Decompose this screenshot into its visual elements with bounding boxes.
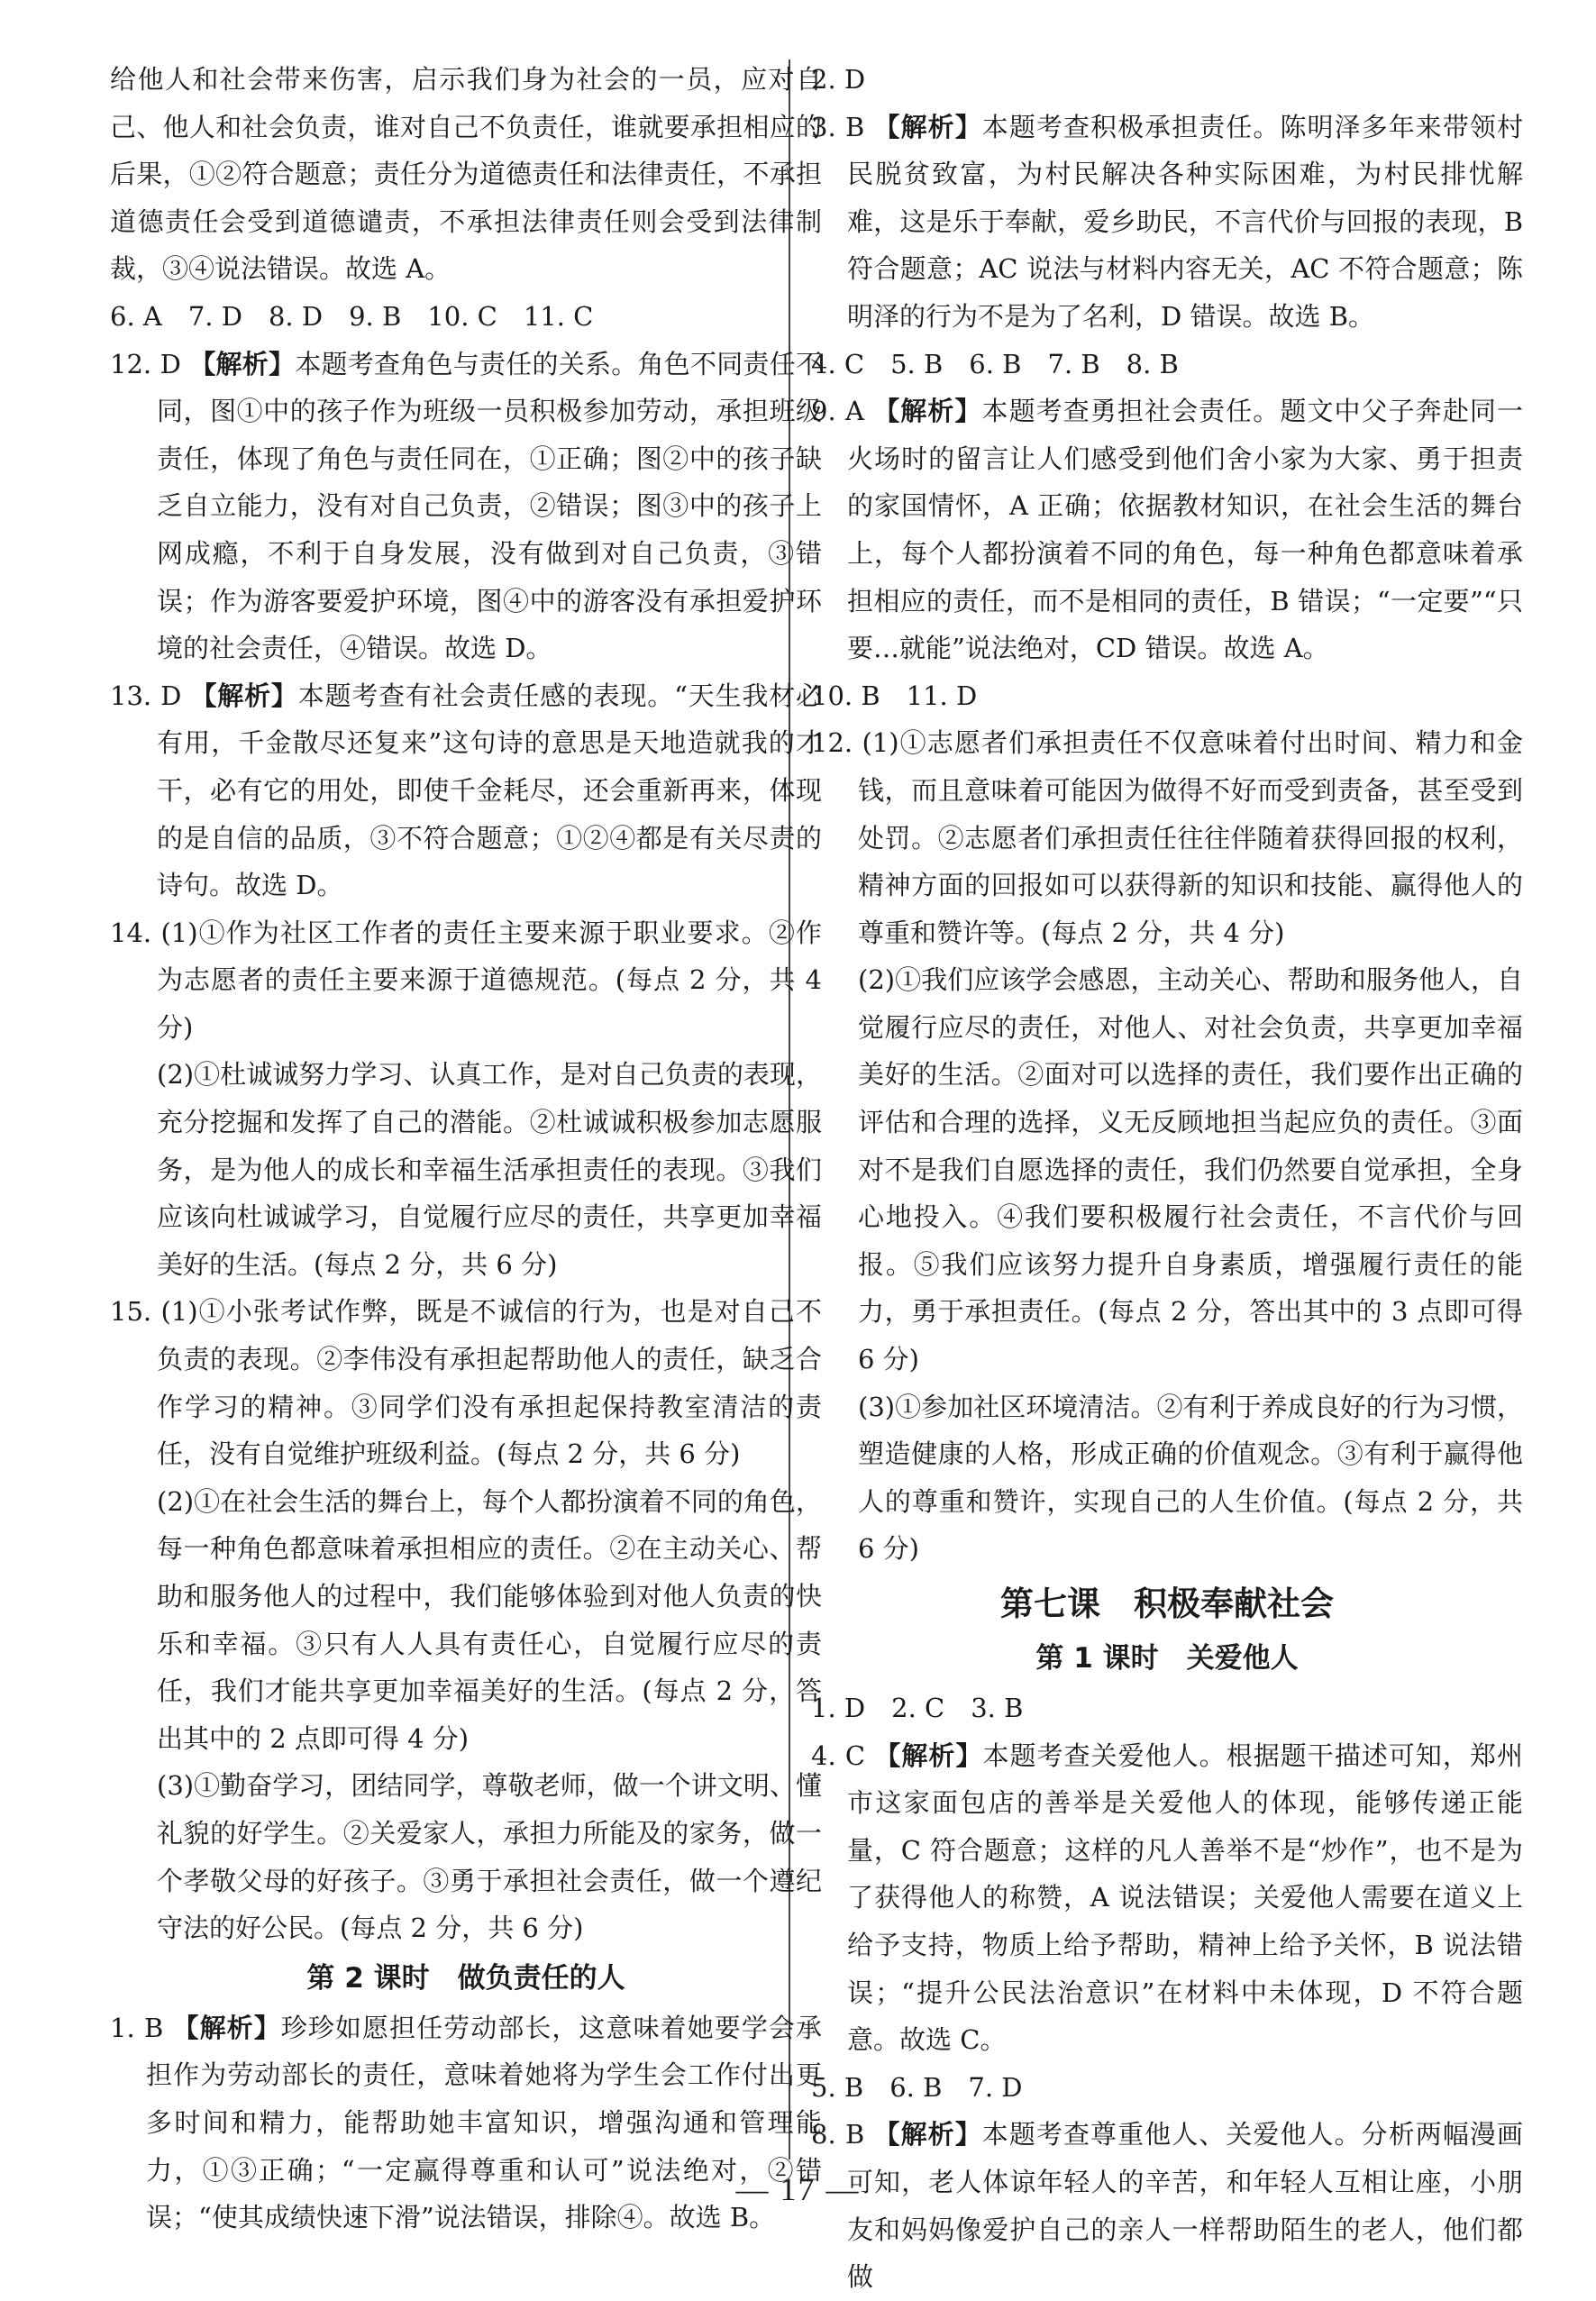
explanation-9 <box>811 388 1523 672</box>
answer-15-3: (3)①勤奋学习，团结同学，尊敬老师，做一个讲文明、懂礼貌的好学生。②关爱家人，承担力所能及的家务，做一个孝敬父母的好孩子。③勇于承担社会责任，做一个遵纪守法的好公民。(每点 2 分，共 6 分) <box>157 1770 822 1944</box>
answer-list: 1. D 2. C 3. B <box>811 1693 1024 1723</box>
answer-list: 4. C 5. B 6. B 7. B 8. B <box>811 348 1179 379</box>
explanation-text: 本题考查积极承担责任。陈明泽多年来带领村民脱贫致富，为村民解决各种实际困难，为村民排忧解难，这是乐于奉献，爱乡助民，不言代价与回报的表现，B 符合题意；AC 说法与材料内容无关，AC 不符合题意；陈明泽的行为不是为了名利，D 错误。故选 B。 <box>847 111 1523 332</box>
question-number: 13. D <box>110 680 182 711</box>
question-number: 1. B <box>110 2012 164 2043</box>
analysis-tag: 【解析】 <box>190 680 298 711</box>
analysis-tag: 【解析】 <box>873 2119 982 2150</box>
explanation-text: 本题考查角色与责任的关系。角色不同责任不同，图①中的孩子作为班级一员积极参加劳动，承担班级责任，体现了角色与责任同在，①正确；图②中的孩子缺乏自立能力，没有对自己负责，②错误；图③中的孩子上网成瘾，不利于自身发展，没有做到对自己负责，③错误；作为游客要爱护环境，图④中的游客没有承担爱护环境的社会责任，④错误。故选 D。 <box>157 348 822 664</box>
analysis-tag: 【解析】 <box>873 396 982 427</box>
lesson-subheading: 第 2 课时 做负责任的人 <box>306 1961 625 1995</box>
explanation-text: 本题考查有社会责任感的表现。“天生我材必有用，千金散尽还复来”这句诗的意思是天地造就我的才干，必有它的用处，即使千金耗尽，还会重新再来，体现的是自信的品质，③不符合题意；①②④都是有关尽责的诗句。故选 D。 <box>157 680 823 901</box>
explanation-text: 本题考查勇担社会责任。题文中父子奔赴同一火场时的留言让人们感受到他们舍小家为大家、勇于担责的家国情怀，A 正确；依据教材知识，在社会生活的舞台上，每个人都扮演着不同的角色，每一种角色都意味着承担相应的责任，而不是相同的责任，B 错误；“一定要”“只要…就能”说法绝对，CD 错误。故选 A。 <box>847 396 1523 664</box>
question-number: 12. D <box>110 348 181 379</box>
answer-14-1: 14. (1)①作为社区工作者的责任主要来源于职业要求。②作为志愿者的责任主要来源于道德规范。(每点 2 分，共 4 分) <box>110 917 822 1043</box>
question-number: 4. C <box>811 1739 866 1771</box>
answer-12-1: 12. (1)①志愿者们承担责任不仅意味着付出时间、精力和金钱，而且意味着可能因为做得不好而受到责备，甚至受到处罚。②志愿者们承担责任往往伴随着获得回报的权利，精神方面的回报如可以获得新的知识和技能、赢得他人的尊重和赞许等。(每点 2 分，共 4 分) <box>811 727 1523 948</box>
answer-15-1: 15. (1)①小张考试作弊，既是不诚信的行为，也是对自己不负责的表现。②李伟没有承担起帮助他人的责任，缺乏合作学习的精神。③同学们没有承担起保持教室清洁的责任，没有自觉维护班级利益。(每点 2 分，共 6 分) <box>110 1296 822 1470</box>
answer-list: 2. D <box>811 64 866 95</box>
page-number: — 17 — <box>735 2171 861 2207</box>
answer-12-3: (3)①参加社区环境清洁。②有利于养成良好的行为习惯，塑造健康的人格，形成正确的价值观念。③有利于赢得他人的尊重和赞许，实现自己的人生价值。(每点 2 分，共 6 分) <box>858 1391 1523 1565</box>
analysis-tag: 【解析】 <box>189 348 296 379</box>
right-column <box>811 56 1523 2301</box>
explanation-4 <box>811 1732 1523 2064</box>
answer-list: 6. A 7. D 8. D 9. B 10. C 11. C <box>110 300 594 332</box>
question-number: 3. B <box>811 111 865 142</box>
explanation-text: 珍珍如愿担任劳动部长，这意味着她要学会承担作为劳动部长的责任，意味着她将为学生会工作付出更多时间和精力，能帮助她丰富知识，增强沟通和管理能力，①③正确；“一定赢得尊重和认可”说法绝对，②错误；“使其成绩快速下滑”说法错误，排除④。故选 B。 <box>146 2012 822 2233</box>
explanation-13 <box>110 672 822 909</box>
explanation-12 <box>110 341 822 672</box>
lesson-heading: 第七课 积极奉献社会 <box>1000 1584 1334 1623</box>
paragraph: 给他人和社会带来伤害，启示我们身为社会的一员，应对自己、他人和社会负责，谁对自己不负责任，谁就要承担相应的后果，①②符合题意；责任分为道德责任和法律责任，不承担道德责任会受到道德谴责，不承担法律责任则会受到法律制裁，③④说法错误。故选 A。 <box>110 64 822 285</box>
analysis-tag: 【解析】 <box>874 1739 983 1771</box>
answer-15-2: (2)①在社会生活的舞台上，每个人都扮演着不同的角色，每一种角色都意味着承担相应的责任。②在主动关心、帮助和服务他人的过程中，我们能够体验到对他人负责的快乐和幸福。③只有人人具有责任心，自觉履行应尽的责任，我们才能共享更加幸福美好的生活。(每点 2 分，答出其中的 2 点即可得 4 分) <box>157 1485 822 1754</box>
question-number: 8. B <box>811 2119 865 2150</box>
answer-list: 5. B 6. B 7. D <box>811 2071 1023 2103</box>
explanation-text: 本题考查尊重他人、关爱他人。分析两幅漫画可知，老人体谅年轻人的辛苦，和年轻人互相让座，小朋友和妈妈像爱护自己的亲人一样帮助陌生的老人，他们都做 <box>847 2119 1523 2293</box>
explanation-text: 本题考查关爱他人。根据题干描述可知，郑州市这家面包店的善举是关爱他人的体现，能够传递正能量，C 符合题意；这样的凡人善举不是“炒作”，也不是为了获得他人的称赞，A 说法错误；关爱他人需要在道义上给予支持，物质上给予帮助，精神上给予关怀，B 说法错误；“提升公民法治意识”在材料中未体现，D 不符合题意。故选 C。 <box>847 1739 1523 2056</box>
explanation-3 <box>811 104 1523 341</box>
analysis-tag: 【解析】 <box>172 2012 281 2043</box>
answer-14-2: (2)①杜诚诚努力学习、认真工作，是对自己负责的表现，充分挖掘和发挥了自己的潜能。②杜诚诚积极参加志愿服务，是为他人的成长和幸福生活承担责任的表现。③我们应该向杜诚诚学习，自觉履行应尽的责任，共享更加幸福美好的生活。(每点 2 分，共 6 分) <box>157 1059 822 1280</box>
analysis-tag: 【解析】 <box>873 111 982 142</box>
lesson-subheading: 第 1 课时 关爱他人 <box>1035 1642 1299 1675</box>
answer-list: 10. B 11. D <box>811 680 978 711</box>
answer-12-2: (2)①我们应该学会感恩，主动关心、帮助和服务他人，自觉履行应尽的责任，对他人、对社会负责，共享更加幸福美好的生活。②面对可以选择的责任，我们要作出正确的评估和合理的选择，义无反顾地担当起应负的责任。③面对不是我们自愿选择的责任，我们仍然要自觉承担，全身心地投入。④我们要积极履行社会责任，不言代价与回报。⑤我们应该努力提升自身素质，增强履行责任的能力，勇于承担责任。(每点 2 分，答出其中的 3 点即可得 6 分) <box>858 964 1523 1375</box>
question-number: 9. A <box>811 396 864 427</box>
left-column <box>110 56 822 2242</box>
